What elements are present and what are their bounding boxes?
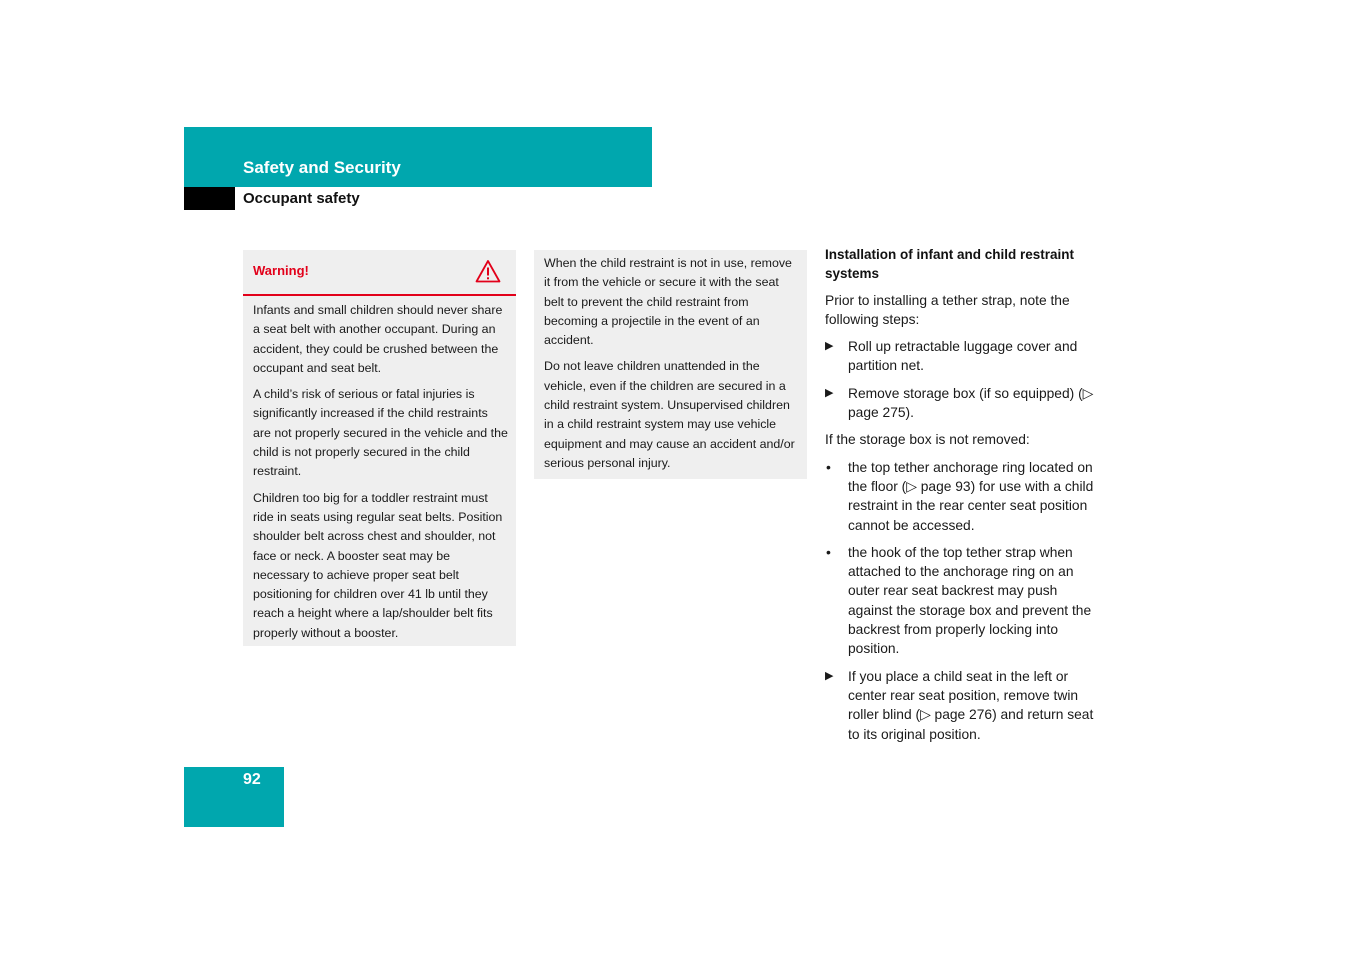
bullet-item	[825, 543, 1100, 659]
page-number-box	[184, 767, 284, 827]
subsection-title: Occupant safety	[243, 190, 360, 207]
note-body	[534, 250, 807, 473]
section-title: Safety and Security	[243, 158, 401, 177]
note-box	[534, 250, 807, 479]
warning-paragraph: Infants and small children should never share a seat belt with another occupant. During an accident, they could be crushed between the occupant and seat belt.	[253, 303, 503, 375]
warning-triangle-icon	[475, 259, 501, 283]
step-item	[825, 667, 1100, 744]
installation-heading: Installation of infant and child restraint systems	[825, 247, 1075, 282]
step-text: If you place a child seat in the left or center rear seat position, remove twin roller blind (▷ page 276) and return seat to its original position.	[848, 668, 1094, 742]
step-text: Roll up retractable luggage cover and partition net.	[848, 339, 1078, 374]
warning-box	[243, 250, 516, 646]
section-tab-marker	[184, 187, 235, 210]
bullet-dot-icon: •	[826, 458, 831, 475]
installation-intro: Prior to installing a tether strap, note the following steps:	[825, 292, 1070, 327]
step-arrow-icon: ▶	[825, 340, 834, 353]
installation-section	[825, 245, 1100, 752]
bullet-item	[825, 458, 1100, 535]
condition-text: If the storage box is not removed:	[825, 432, 1030, 448]
step-item	[825, 384, 1100, 423]
page-number: 92	[243, 771, 261, 788]
warning-paragraph: A child’s risk of serious or fatal injuries is significantly increased if the child restraints are not properly secured in the vehicle and the child is not properly secured in the child restraint.	[253, 387, 508, 479]
step-arrow-icon: ▶	[825, 669, 834, 682]
step-text: Remove storage box (if so equipped) (▷ page 275).	[848, 385, 1094, 421]
bullet-text: the top tether anchorage ring located on the floor (▷ page 93) for use with a child restraint in the rear center seat position cannot be accessed.	[848, 459, 1094, 533]
warning-body	[243, 296, 516, 643]
warning-header	[243, 250, 516, 296]
header-bar	[184, 127, 652, 187]
step-arrow-icon: ▶	[825, 386, 834, 399]
note-paragraph: When the child restraint is not in use, remove it from the vehicle or secure it with the seat belt to prevent the child restraint from becoming a projectile in the event of an accident.	[544, 256, 792, 348]
warning-paragraph: Children too big for a toddler restraint must ride in seats using regular seat belts. Position shoulder belt across chest and shoulder, not face or neck. A booster seat may be necessary to achieve proper seat belt positioning for children over 41 lb until they reach a height where a lap/shoulder belt fits properly without a booster.	[253, 490, 503, 640]
bullet-text: the hook of the top tether strap when attached to the anchorage ring on an outer rear seat backrest may push against the storage box and prevent the backrest from properly locking into position.	[848, 544, 1092, 657]
warning-label: Warning!	[253, 263, 309, 278]
step-item	[825, 337, 1100, 376]
bullet-dot-icon: •	[826, 543, 831, 560]
note-paragraph: Do not leave children unattended in the vehicle, even if the children are secured in a child restraint system. Unsupervised children in a child restraint system may use vehicle equipment and may cause an accident and/or serious personal injury.	[544, 359, 795, 470]
